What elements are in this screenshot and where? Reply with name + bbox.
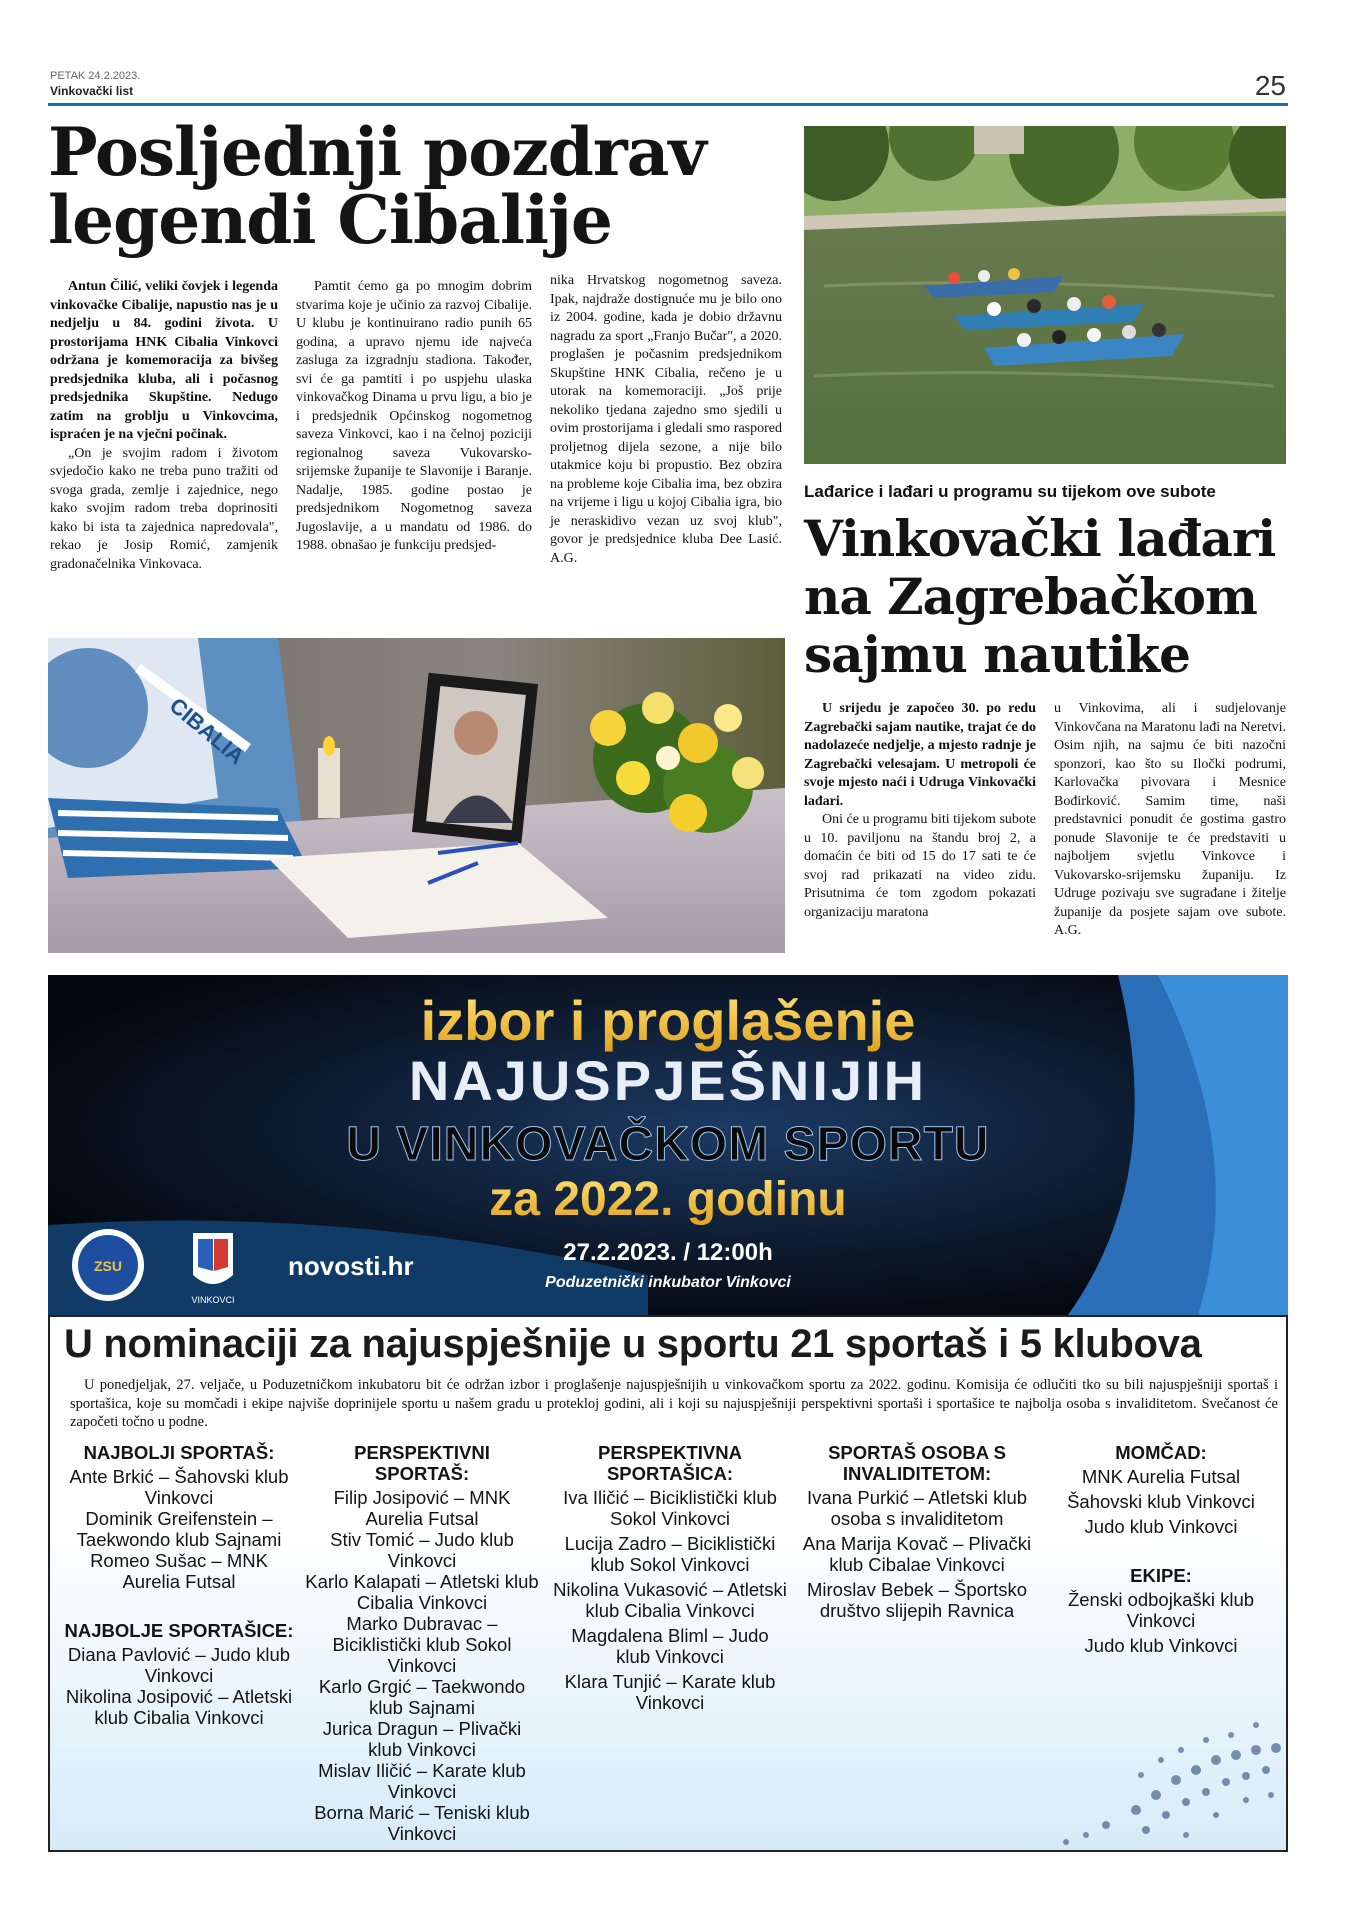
prospect-female-heading: PERSPEKTIVNA SPORTAŠICA: [598,1442,742,1484]
article2-column-1 [804,700,1036,922]
nominations-column-prospect-female [553,1440,787,1713]
list-item: Judo klub Vinkovci [1084,1635,1238,1656]
list-item: Ante Brkić – Šahovski klub Vinkovci [69,1466,289,1508]
list-item: Judo klub Vinkovci [1084,1516,1238,1537]
city-coat-of-arms [191,1233,234,1305]
squads-heading: EKIPE: [1130,1565,1192,1586]
list-item: Dominik Greifenstein – Taekwondo klub Sajnami [76,1508,282,1550]
banner-datetime: 27.2.2023. / 12:00h [563,1239,773,1266]
best-male-heading: NAJBOLJI SPORTAŠ: [83,1442,275,1463]
list-item: Karlo Kalapati – Atletski klub Cibalia Vinkovci [305,1571,539,1613]
article2-kicker: Lađarice i lađari u programu su tijekom ove subote [804,482,1216,501]
list-item: Ženski odbojkaški klub Vinkovci [1067,1589,1255,1631]
article2-title: Vinkovački lađari na Zagrebačkom sajmu nautike [804,509,1276,684]
banner-venue: Poduzetnički inkubator Vinkovci [545,1274,791,1291]
banner-line-4: za 2022. godinu [489,1173,847,1226]
list-item: Miroslav Bebek – Športsko društvo slijepih Ravnica [806,1579,1028,1621]
boats-photo [804,126,1286,464]
nominations-column-prospect-male [305,1440,539,1844]
event-banner [48,975,1288,1315]
list-item: Borna Marić – Teniski klub Vinkovci [314,1802,530,1844]
article2-column-2 [1054,700,1286,941]
article2-paragraph: u Vinkovima, ali i sudjelovanje Vinkovčana na Maratonu lađi na Neretvi. Osim njih, na sajmu će biti nazočni sponzori, kao što su Iločki podrumi, Karlovačka pivovara i Mesnice Bođirković. Samim time, naši predstavnici ponudit će gostima gastro ponude Slavonije te će predstaviti u najboljem svjetlu Vinkovce i Vukovarsko-srijemsku županiju. Iz Udruge pozivaju sve sugrađane i žitelje županije da posjete sajam ove subote. A.G. [1054,701,1286,938]
city-logo-text: VINKOVCI [191,1295,235,1305]
article1-lead: Antun Čilić, veliki čovjek i legenda vinkovačke Cibalije, napustio nas je u nedjelju u 84. godini života. U prostorijama HNK Cibalia Vinkovci održana je komemoracija za bivšeg predsjednika kluba, ali i počasnog predsjednika Skupštine. Nedugo zatim na groblju u Vinkovcima, ispraćen je na vječni počinak. [50,279,278,442]
disability-heading: SPORTAŠ OSOBA S INVALIDITETOM: [828,1442,1006,1484]
nominations-column-disability [800,1440,1034,1621]
list-item: Diana Pavlović – Judo klub Vinkovci [67,1644,291,1686]
list-item: MNK Aurelia Futsal [1081,1466,1241,1487]
list-item: Ivana Purkić – Atletski klub osoba s invaliditetom [806,1487,1028,1529]
list-item: Klara Tunjić – Karate klub Vinkovci [564,1671,776,1713]
article2-lead: U srijedu je započeo 30. po redu Zagrebački sajam nautike, trajat će do nadolazeće nedjelje, a mjesto radnje je Zagrebački velesajam. U metropoli će svoje mjesto naći i Udruga Vinkovački lađari. [804,701,1036,809]
list-item: Mislav Iličić – Karate klub Vinkovci [318,1760,526,1802]
article2-paragraph: Oni će u programu biti tijekom subote u 10. paviljonu na štandu broj 2, a domaćin će biti od 15 do 17 sati te će svoj rad prikazati na video zidu. Prisutnima će tom zgodom pokazati organizaciju maratona [804,812,1036,920]
article1-column-3 [550,272,782,568]
newspaper-name: Vinkovački list [50,84,134,98]
list-item: Nikolina Vukasović – Atletski klub Cibalia Vinkovci [553,1579,787,1621]
article1-paragraph: „On je svojim radom i životom svjedočio kako ne treba puno tražiti od svoga grada, zemlje i zajednice, nego kako svojim radom treba doprinositi kako bi ista ta zajednica napredovala", rekao je Josip Romić, zamjenik gradonačelnika Vinkovaca. [50,445,278,572]
nominations-intro [70,1376,1278,1432]
boats-photo-image [804,126,1286,464]
article1-column-2 [296,278,532,556]
list-item: Iva Iličić – Biciklistički klub Sokol Vinkovci [563,1487,777,1529]
article1-column-1 [50,278,278,574]
list-item: Šahovski klub Vinkovci [1067,1491,1255,1512]
nominations-title: U nominaciji za najuspješnije u sportu 21 sportaš i 5 klubova [64,1322,1202,1366]
nominations-column-teams [1044,1440,1278,1656]
nominations-intro-text: U ponedjeljak, 27. veljače, u Poduzetničkom inkubatoru bit će održan izbor i proglašenje najuspješnijih u vinkovačkom sportu za 2022. godinu. Komisija će odlučiti tko su bili najuspješniji sportaš i sportašica, koje su momčadi i ekipe najviše doprinijele sportu u našem gradu u protekloj godini, ali i koji su najuspješniji perspektivni sportaši i sportašice te najbolja osoba s invaliditetom. Svečanost će započeti točno u podne. [70,1377,1278,1430]
list-item: Romeo Sušac – MNK Aurelia Futsal [90,1550,268,1592]
list-item: Magdalena Bliml – Judo klub Vinkovci [571,1625,769,1667]
event-banner-art [48,975,1288,1315]
banner-line-1: izbor i proglašenje [420,989,916,1052]
list-item: Jurica Dragun – Plivački klub Vinkovci [322,1718,522,1760]
list-item: Ana Marija Kovač – Plivački klub Cibalae Vinkovci [802,1533,1032,1575]
list-item: Filip Josipović – MNK Aurelia Futsal [333,1487,511,1529]
list-item: Stiv Tomić – Judo klub Vinkovci [330,1529,514,1571]
header-rule [48,103,1288,106]
memorial-photo-image [48,638,785,953]
list-item: Karlo Grgić – Taekwondo klub Sajnami [318,1676,526,1718]
article1-paragraph: nika Hrvatskog nogometnog saveza. Ipak, najdraže dostignuće mu je bilo ono iz 2004. godine, kada je dobio državnu nagradu za sport „Franjo Bučar", a 2020. proglašen je počasnim predsjednikom Skupštine HNK Cibalia, rečeno je u utorak na komemoraciji. „Još prije nekoliko tjedana zajedno smo sjedili u ovim prostorijama i gledali smo raspored proljetnog dijela sezone, a nije bilo utakmice koju bi propustio. Bez obzira na probleme koje Cibalia ima, bez obzira na vrijeme i ligu u kojoj Cibalia igra, bio je neraskidivo vezan uz svoj klub", govor je predsjednice kluba Dee Lasić. A.G. [550,273,782,566]
zsu-logo-text: ZSU [94,1258,122,1274]
banner-line-3: U VINKOVAČKOM SPORTU [346,1118,990,1171]
prospect-male-heading: PERSPEKTIVNI SPORTAŠ: [354,1442,490,1484]
article1-title: Posljednji pozdrav legendi Cibalije [48,113,706,259]
page-number: 25 [1254,70,1286,101]
banner-line-2: NAJUSPJEŠNIJIH [408,1049,928,1112]
list-item: Marko Dubravac – Biciklistički klub Sokol Vinkovci [332,1613,512,1676]
memorial-photo [48,638,785,953]
article1-paragraph: Pamtit ćemo ga po mnogim dobrim stvarima koje je učinio za razvoj Cibalije. U klubu je kontinuirano radio punih 65 godina, a upravo njemu ide najveća zasluga za izgradnju stadiona. Također, svi će ga pamtiti i po uspjehu ulaska vinkovačkog Dinama u prvu ligu, a bio je i predsjednik Općinskog nogometnog saveza Vinkovci, kao i na čelnoj poziciji regionalnog saveza Vukovarsko-srijemske županije te Slavonije i Baranje. Nadalje, 1985. godine postao je predsjednikom Nogometnog saveza Jugoslavije, a u mandatu od 1986. do 1988. obnašao je funkciju predsjed- [296,279,532,553]
flag-text: CIBALIA [164,692,250,770]
sponsor-logo: novosti.hr [288,1251,414,1281]
team-heading: MOMČAD: [1115,1442,1207,1463]
list-item: Nikolina Josipović – Atletski klub Cibalia Vinkovci [65,1686,293,1728]
best-female-heading: NAJBOLJE SPORTAŠICE: [64,1620,294,1641]
nominations-column-best [62,1440,296,1728]
list-item: Lucija Zadro – Biciklistički klub Sokol Vinkovci [564,1533,776,1575]
zsu-logo [72,1229,144,1301]
issue-date: PETAK 24.2.2023. [50,70,141,82]
